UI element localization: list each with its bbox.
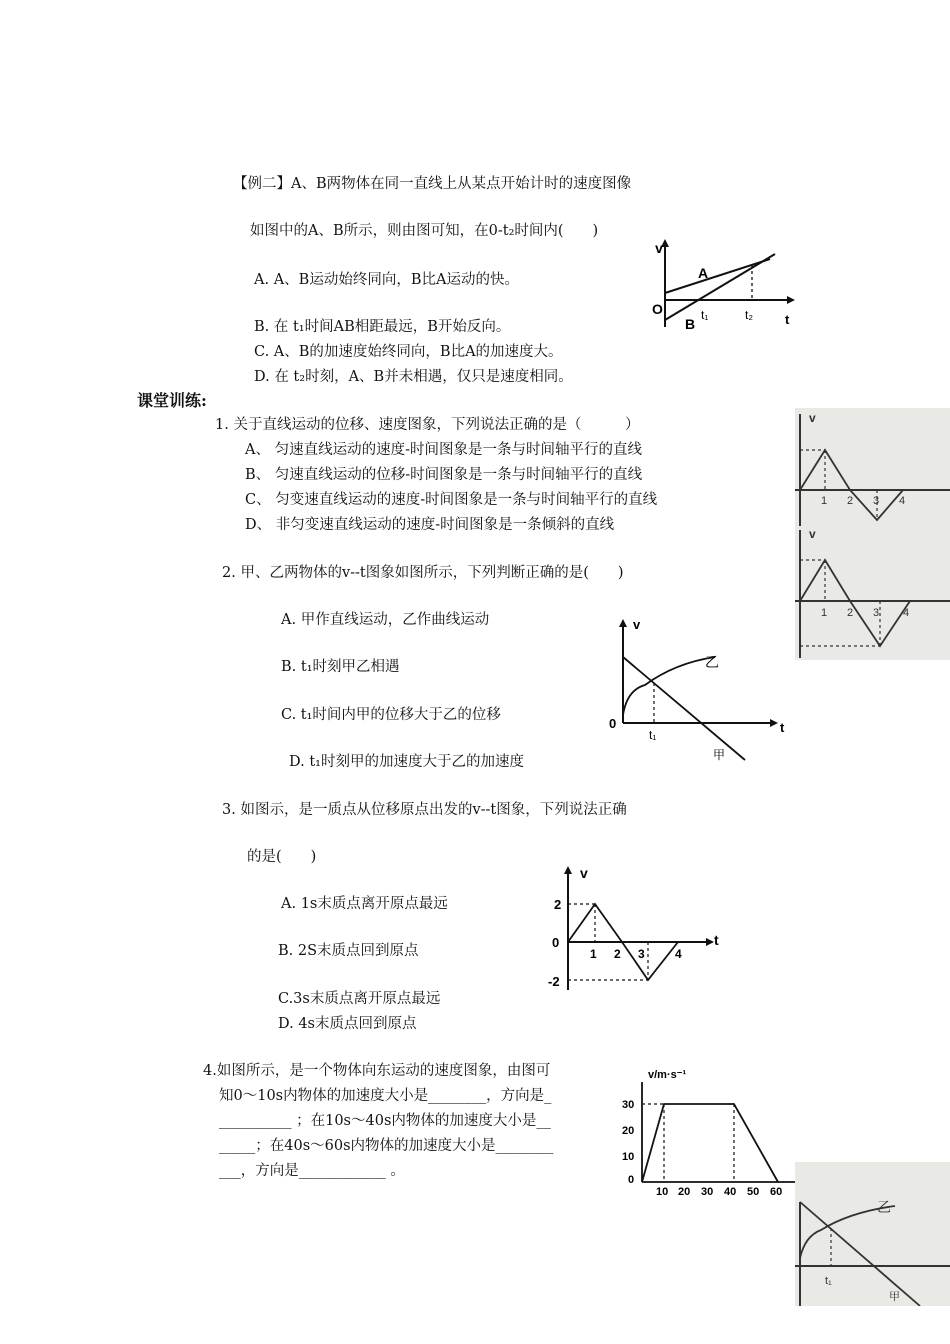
x-tick-1: 1 <box>590 947 597 961</box>
side-v-label-1: v <box>809 411 816 425</box>
side-tick-b2: 2 <box>847 607 854 619</box>
side-tick-1: 1 <box>821 495 828 507</box>
q3-stem-cont: 的是( ) <box>247 849 317 865</box>
t1-label: t₁ <box>701 308 709 322</box>
side-tick-b3: 3 <box>873 607 880 619</box>
curve-yi <box>623 657 715 715</box>
q4-line4: _____；在40s～60s内物体的加速度大小是________ <box>219 1138 554 1154</box>
q1-stem: 1. 关于直线运动的位移、速度图象，下列说法正确的是（ ） <box>215 417 640 433</box>
side-tick-b4: 4 <box>903 607 910 619</box>
axis-v-label: v <box>633 617 641 632</box>
velocity-line <box>642 1104 778 1182</box>
q2-option-c: C. t₁时间内甲的位移大于乙的位移 <box>281 707 501 723</box>
label-yi: 乙 <box>705 654 719 670</box>
q4-line1: 4.如图所示，是一个物体向东运动的速度图象，由图可 <box>203 1063 551 1079</box>
q4-line2: 知0～10s内物体的加速度大小是________，方向是_ <box>219 1088 552 1104</box>
x-tick-30: 30 <box>701 1186 714 1198</box>
q1-option-a: A、 匀速直线运动的速度-时间图象是一条与时间轴平行的直线 <box>245 442 642 458</box>
side-tick-4: 4 <box>899 495 906 507</box>
y-axis-label: v/m·s⁻¹ <box>648 1069 687 1081</box>
origin-label: O <box>652 301 663 317</box>
q4-line3: __________ ；在10s～40s内物体的加速度大小是__ <box>219 1113 551 1129</box>
x-tick-4: 4 <box>675 947 682 961</box>
q1-option-d: D、 非匀变速直线运动的速度-时间图象是一条倾斜的直线 <box>245 517 615 533</box>
side-scan-graphs <box>795 408 950 660</box>
side-tick-3: 3 <box>873 495 880 507</box>
label-jia: 甲 <box>713 748 726 762</box>
example2-graph <box>645 235 800 335</box>
origin-label: 0 <box>628 1174 635 1186</box>
q2-stem: 2. 甲、乙两物体的v--t图象如图所示，下列判断正确的是( ) <box>222 565 624 581</box>
x-tick-20: 20 <box>678 1186 691 1198</box>
side-label-jia: 甲 <box>889 1291 900 1303</box>
side-v-label-2: v <box>809 527 816 541</box>
label-b: B <box>685 316 696 332</box>
x-tick-3: 3 <box>638 947 645 961</box>
q3-option-d: D. 4s末质点回到原点 <box>278 1016 417 1032</box>
q2-option-b: B. t₁时刻甲乙相遇 <box>281 659 400 675</box>
example2-line2: 如图中的A、B所示，则由图可知，在0-t₂时间内( ) <box>250 223 599 239</box>
q2-option-a: A. 甲作直线运动，乙作曲线运动 <box>281 612 490 628</box>
y-tick-neg2: -2 <box>548 974 560 989</box>
q3-option-b: B. 2S末质点回到原点 <box>278 943 419 959</box>
axis-v-label: v <box>580 865 588 881</box>
t2-label: t₂ <box>745 308 753 322</box>
q4-line5: ___，方向是____________ 。 <box>219 1163 405 1179</box>
y-tick-0: 0 <box>552 935 560 950</box>
q1-option-c: C、 匀变速直线运动的速度-时间图象是一条与时间轴平行的直线 <box>245 492 658 508</box>
y-tick-2: 2 <box>554 897 562 912</box>
q3-option-c: C.3s末质点离开原点最远 <box>278 991 441 1007</box>
side-label-yi: 乙 <box>877 1199 891 1215</box>
q1-option-b: B、 匀速直线运动的位移-时间图象是一条与时间轴平行的直线 <box>245 467 643 483</box>
example2-option-c: C. A、B的加速度始终同向，B比A的加速度大。 <box>254 344 563 360</box>
example2-option-d: D. 在 t₂时刻，A、B并未相遇，仅只是速度相同。 <box>254 369 573 385</box>
y-tick-30: 30 <box>622 1099 635 1111</box>
y-tick-20: 20 <box>622 1125 635 1137</box>
side-tick-2: 2 <box>847 495 854 507</box>
q2-graph <box>605 615 795 765</box>
axis-t-label: t <box>785 312 790 327</box>
example2-option-a: A. A、B运动始终同向，B比A运动的快。 <box>254 272 519 288</box>
q3-stem: 3. 如图示，是一质点从位移原点出发的v--t图象，下列说法正确 <box>222 802 627 818</box>
x-tick-50: 50 <box>747 1186 760 1198</box>
example2-option-b: B. 在 t₁时间AB相距最远，B开始反向。 <box>254 319 511 335</box>
x-tick-40: 40 <box>724 1186 737 1198</box>
x-tick-2: 2 <box>614 947 621 961</box>
axis-t-label: t <box>780 720 785 735</box>
label-a: A <box>698 265 709 281</box>
example2-line1: 【例二】A、B两物体在同一直线上从某点开始计时的速度图像 <box>233 176 632 192</box>
q2-option-d: D. t₁时刻甲的加速度大于乙的加速度 <box>289 754 524 770</box>
training-heading: 课堂训练: <box>137 391 207 410</box>
side-scan-graph-bottom <box>795 1162 950 1306</box>
axis-v-label: v <box>655 240 663 256</box>
t1-label: t₁ <box>649 728 657 742</box>
line-jia <box>623 657 745 760</box>
axis-t-label: t <box>714 932 719 948</box>
y-tick-10: 10 <box>622 1151 635 1163</box>
side-tick-b1: 1 <box>821 607 828 619</box>
x-tick-60: 60 <box>770 1186 783 1198</box>
q3-option-a: A. 1s末质点离开原点最远 <box>281 896 448 912</box>
x-tick-10: 10 <box>656 1186 669 1198</box>
q3-graph <box>540 858 730 998</box>
origin-label: 0 <box>609 716 617 731</box>
side-label-t1: t₁ <box>825 1275 832 1287</box>
